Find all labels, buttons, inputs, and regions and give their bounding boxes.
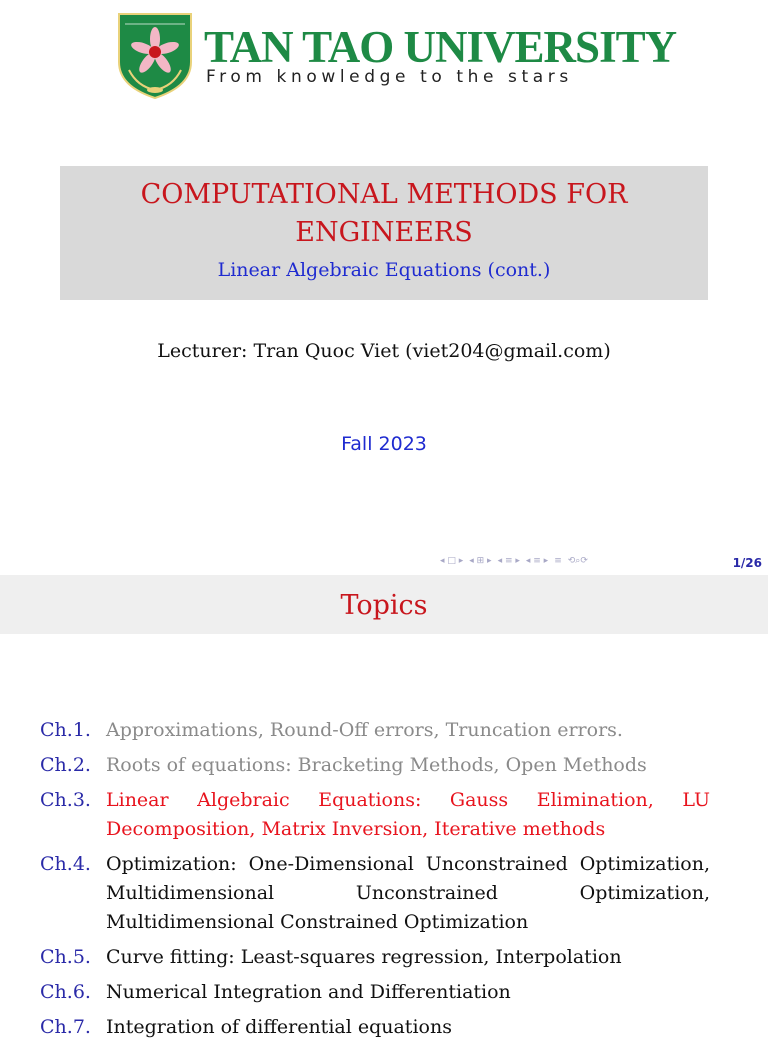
topic-item — [40, 786, 710, 844]
chapter-text: Linear Algebraic Equations: Gauss Elimination, LU Decomposition, Matrix Inversion, Iterative methods — [106, 789, 710, 840]
topics-title: Topics — [340, 590, 428, 621]
chapter-label: Ch.1. — [40, 719, 91, 741]
nav-section-icon[interactable]: ◂ ≡ ▸ — [497, 556, 520, 566]
nav-search-back-icon[interactable]: ⟲⌕⟳ — [567, 556, 588, 566]
chapter-label: Ch.3. — [40, 789, 91, 811]
topic-item — [40, 978, 710, 1007]
beamer-navigation-bar — [440, 554, 588, 568]
chapter-text: Optimization: One-Dimensional Unconstrained Optimization, Multidimensional Unconstrained Optimization, Multidimensional Constrained Optimization — [106, 853, 710, 933]
nav-document-icon[interactable]: ≡ — [554, 556, 562, 566]
topics-header — [0, 575, 768, 634]
topic-item — [40, 943, 710, 972]
chapter-label: Ch.2. — [40, 754, 91, 776]
chapter-text: Roots of equations: Bracketing Methods, Open Methods — [106, 754, 647, 776]
lecturer-info: Lecturer: Tran Quoc Viet (viet204@gmail.com) — [157, 340, 611, 362]
course-title: COMPUTATIONAL METHODS FOR ENGINEERS — [140, 179, 628, 248]
semester-label: Fall 2023 — [341, 433, 427, 455]
chapter-label: Ch.5. — [40, 946, 91, 968]
course-subtitle: Linear Algebraic Equations (cont.) — [217, 259, 551, 281]
university-motto: From knowledge to the stars — [206, 67, 573, 87]
nav-subsection-list-icon[interactable]: ◂ ≡ ▸ — [525, 556, 549, 566]
chapter-text: Numerical Integration and Differentiation — [106, 981, 511, 1003]
chapter-label: Ch.6. — [40, 981, 91, 1003]
title-block — [60, 166, 708, 300]
nav-subsection-icon[interactable]: ◂ ⊞ ▸ — [469, 556, 492, 566]
topic-item — [40, 716, 710, 745]
topic-item — [40, 751, 710, 780]
chapter-label: Ch.7. — [40, 1016, 91, 1038]
topic-item — [40, 1013, 710, 1042]
chapter-text: Curve fitting: Least-squares regression, Interpolation — [106, 946, 622, 968]
chapter-text: Approximations, Round-Off errors, Truncation errors. — [106, 719, 623, 741]
page-indicator: 1/26 — [732, 556, 762, 570]
university-name: TAN TAO UNIVERSITY — [204, 22, 677, 72]
topic-item — [40, 850, 710, 937]
chapter-label: Ch.4. — [40, 853, 91, 875]
nav-prev-frame-icon[interactable]: ◂ □ ▸ — [440, 556, 464, 566]
chapter-text: Integration of differential equations — [106, 1016, 452, 1038]
ttu-shield-logo-icon — [115, 10, 195, 100]
topics-list — [40, 716, 710, 1048]
